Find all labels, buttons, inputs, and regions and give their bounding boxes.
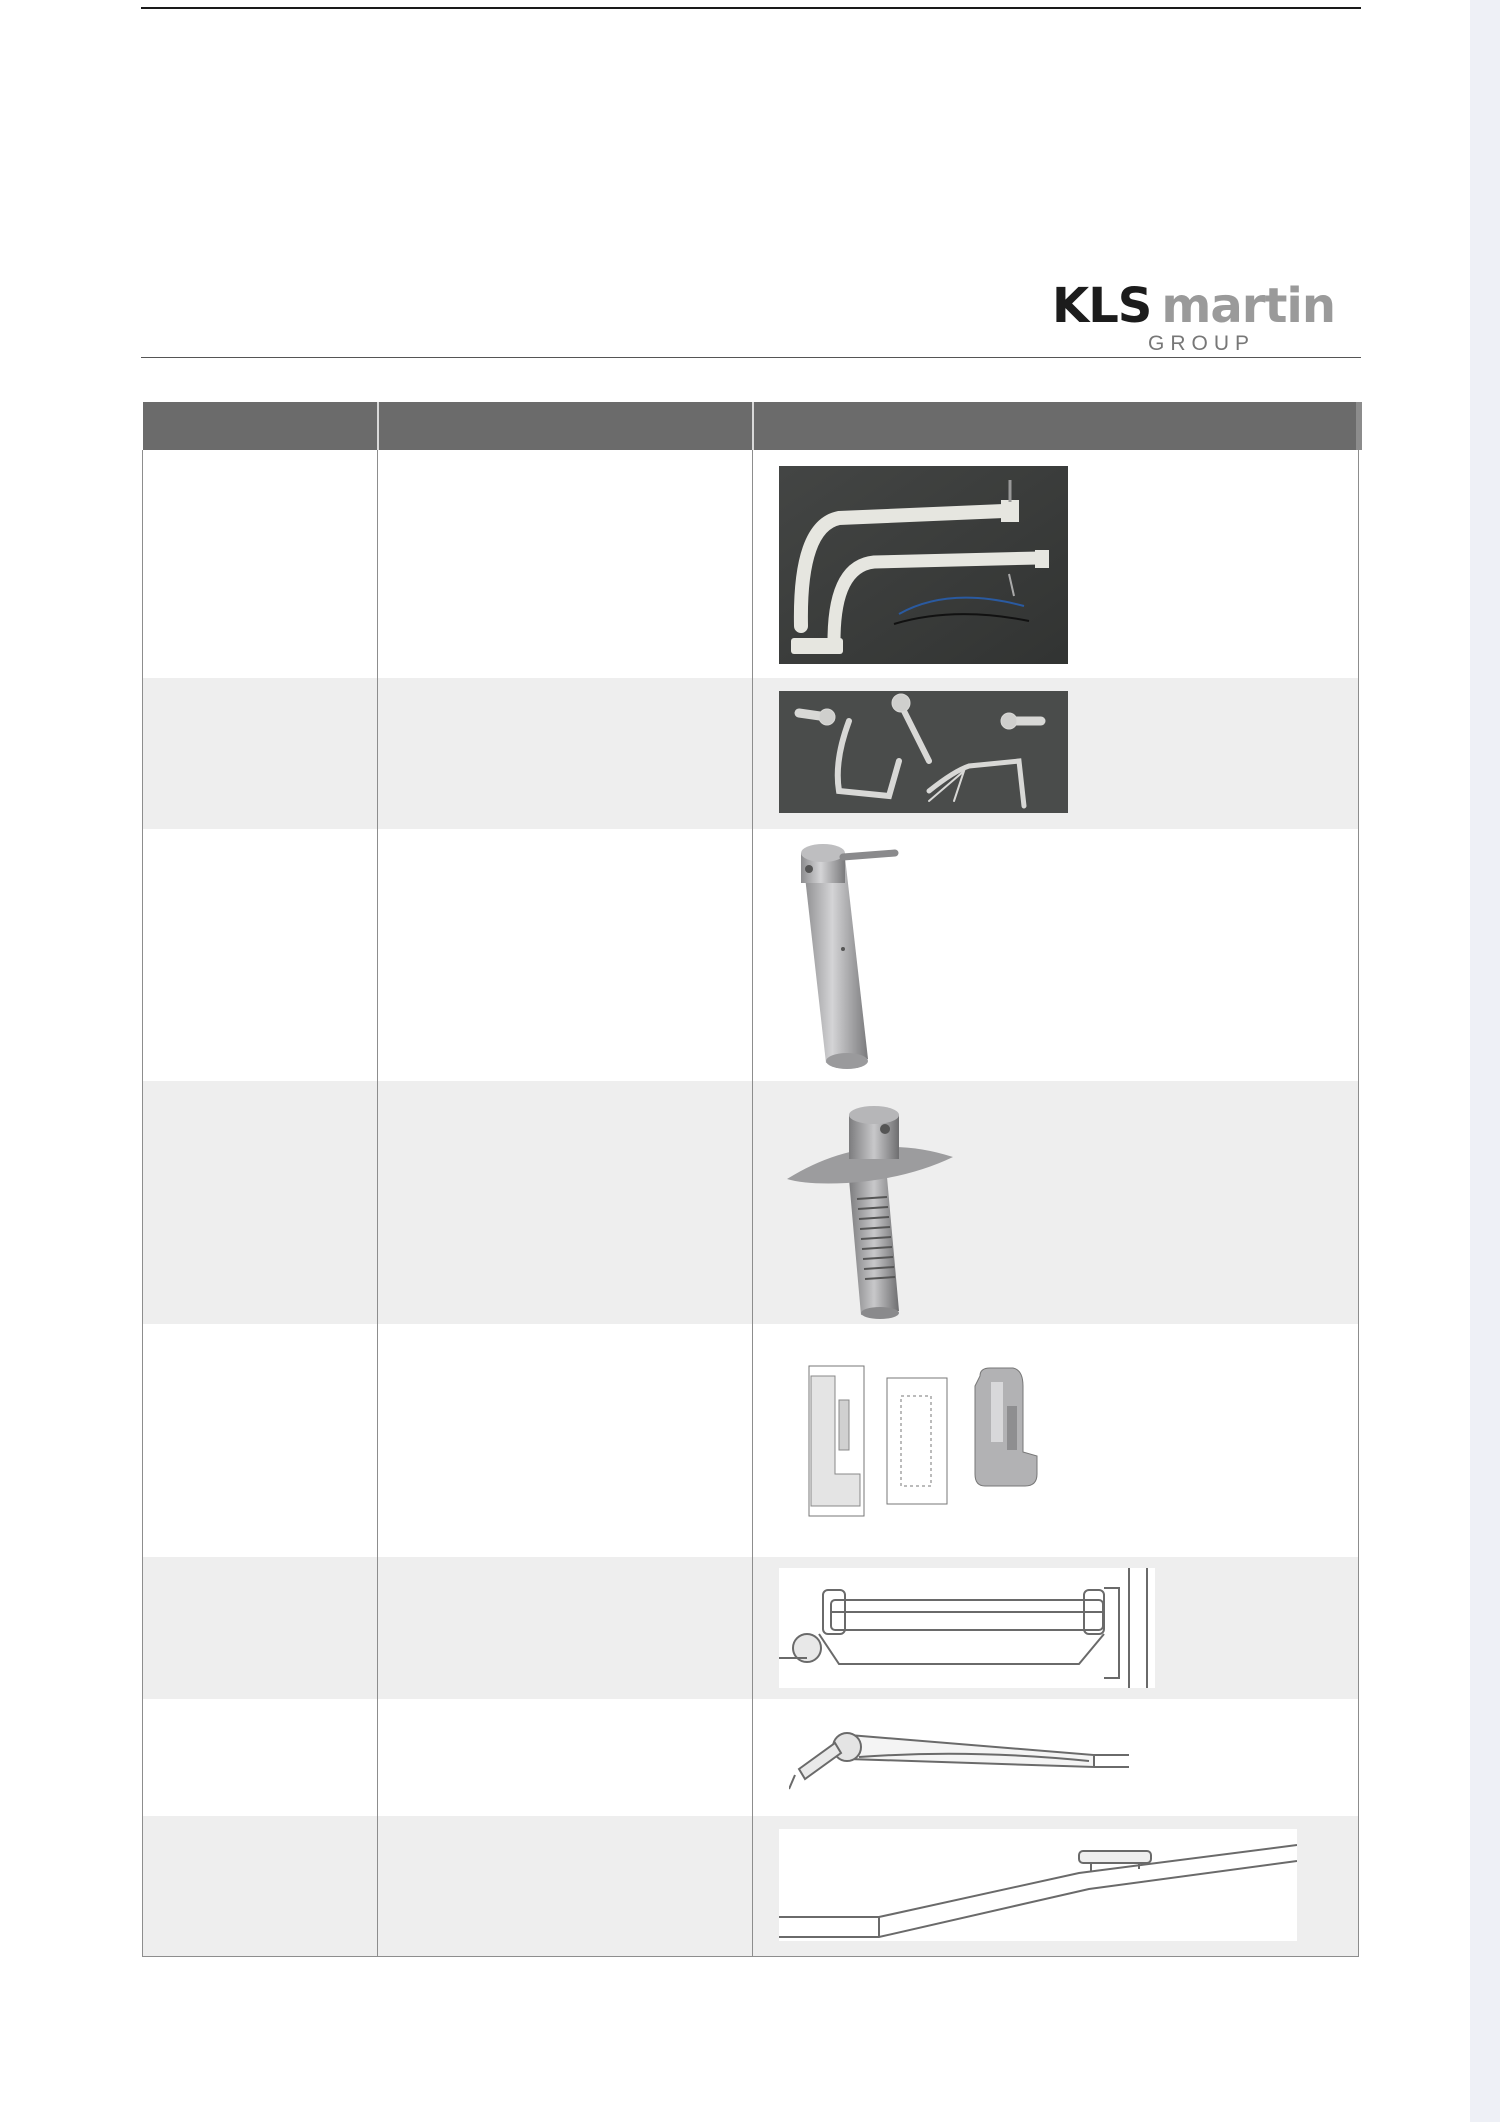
row-cell-2 [378, 1324, 753, 1557]
table-header-row [143, 402, 1359, 450]
row-image-cell [753, 1699, 1359, 1816]
table-row [143, 1324, 1359, 1557]
spring-arm-drawing [789, 1719, 1129, 1797]
row-cell-1 [143, 1557, 378, 1699]
row-cell-2 [378, 1557, 753, 1699]
row-cell-1 [143, 1324, 378, 1557]
row-cell-1 [143, 678, 378, 829]
horizontal-arm-drawing [779, 1568, 1155, 1688]
row-cell-2 [378, 1081, 753, 1324]
column-header [753, 402, 1359, 450]
tube-arms-photo [779, 466, 1068, 664]
top-rule [141, 7, 1361, 9]
table-row [143, 450, 1359, 678]
table-row [143, 1081, 1359, 1324]
table-row [143, 1816, 1359, 1956]
row-cell-2 [378, 829, 753, 1081]
column-header [378, 402, 753, 450]
row-image-cell [753, 1557, 1359, 1699]
table-row [143, 678, 1359, 829]
row-cell-1 [143, 1816, 378, 1956]
column-header [143, 402, 378, 450]
wall-bracket-drawings [805, 1356, 1063, 1528]
row-cell-1 [143, 829, 378, 1081]
row-image-cell [753, 1816, 1359, 1956]
row-cell-1 [143, 1699, 378, 1816]
header-rule [141, 357, 1361, 358]
cylindrical-pin-render [783, 839, 923, 1079]
threaded-stud-render [787, 1089, 957, 1321]
page-background-edge [1470, 0, 1500, 2122]
long-arm-drawing [779, 1829, 1297, 1941]
table-row [143, 1557, 1359, 1699]
row-image-cell [753, 829, 1359, 1081]
table-row [143, 829, 1359, 1081]
row-image-cell [753, 1081, 1359, 1324]
row-cell-1 [143, 450, 378, 678]
row-image-cell [753, 1324, 1359, 1557]
row-cell-2 [378, 1816, 753, 1956]
logo-martin: martin [1161, 278, 1336, 334]
logo-kls: KLS [1052, 278, 1152, 334]
row-cell-1 [143, 1081, 378, 1324]
table-row [143, 1699, 1359, 1816]
screws-brackets-photo [779, 691, 1068, 813]
logo-group: GROUP [1148, 332, 1256, 355]
row-image-cell [753, 678, 1359, 829]
row-cell-2 [378, 450, 753, 678]
parts-table [142, 402, 1362, 1957]
kls-martin-logo [1052, 280, 1364, 358]
row-cell-2 [378, 1699, 753, 1816]
row-image-cell [753, 450, 1359, 678]
row-cell-2 [378, 678, 753, 829]
